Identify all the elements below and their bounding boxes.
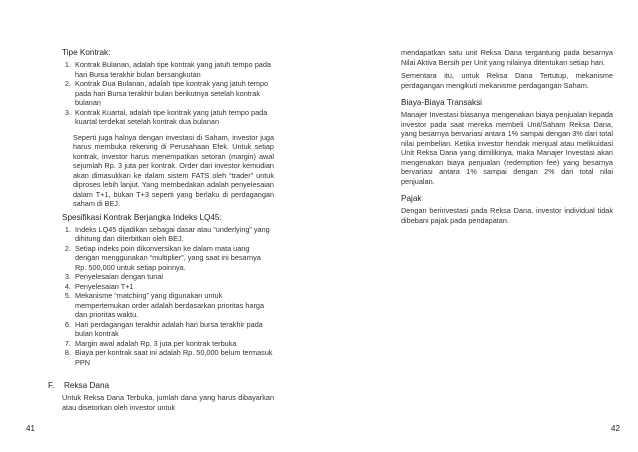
fees-text: Manajer Investasi biasanya mengenakan biaya penjualan kepada investor pada saat mereka membeli Unit/Saham Reksa Dana, yang besarnya bervariasi antara 1% sampai dengan 3% dari total nilai pembelian. Ketika investor hendak menjual atau melikuidasi Unit Reksa Dana yang dimilikinya, maka Manajer Investasi akan mengenakan biaya penjualan (redemption fee) yang besarnya bervariasi antara 1% sampai dengan 2% dari total nilai penjualan.: [401, 110, 613, 186]
tax-heading: Pajak: [401, 194, 422, 203]
list-item: 1. Indeks LQ45 dijadikan sebagai dasar atau “underlying” yang dihitung dan diterbitkan oleh BEJ.: [73, 225, 274, 244]
specs-heading: Spesifikasi Kontrak Berjangka Indeks LQ45:: [62, 212, 222, 222]
list-item: 1. Kontrak Bulanan, adalah tipe kontrak yang jatuh tempo pada hari Bursa terakhir bulan bersangkutan: [73, 60, 274, 79]
section-letter: F.: [48, 381, 55, 390]
list-item: 3. Kontrak Kuartal, adalah tipe kontrak yang jatuh tempo pada kuartal terdekat setelah kontrak dua bulanan: [73, 108, 274, 127]
section-text: Untuk Reksa Dana Terbuka, jumlah dana yang harus dibayarkan atau disetorkan oleh investor untuk: [62, 393, 274, 412]
list-item: 5. Mekanisme “matching” yang digunakan untuk mempertemukan order adalah berdasarkan prioritas harga dan prioritas waktu.: [73, 291, 274, 320]
tax-text: Dengan berinvestasi pada Reksa Dana, investor individual tidak dibebani pajak pada pendapatan.: [401, 206, 613, 225]
list-item: 8. Biaya per kontrak saat ini adalah Rp. 50,000 belum termasuk PPN: [73, 348, 274, 367]
contract-note: Seperti juga halnya dengan investasi di Saham, investor juga harus membuka rekening di Perusahaan Efek. Untuk setiap kontrak, investor harus menempatkan setoran (margin) awal sejumlah Rp. 3 juta per kontrak. Order dari investor kemudian akan dimasukkan ke dalam sistem FATS oleh “trader” untuk diproses lebih lanjut. Yang membedakan adalah penyelesaian dalam T+1, bukan T+3 seperti yang berlaku di perdagangan saham di BEJ.: [73, 132, 274, 208]
section-title: Reksa Dana: [64, 381, 110, 390]
list-item: 2. Kontrak Dua Bulanan, adalah tipe kontrak yang jatuh tempo pada hari Bursa terakhir bulan berikutnya setelah kontrak bulanan: [73, 79, 274, 108]
contract-types-heading: Tipe Kontrak:: [62, 48, 111, 57]
contract-types-list: [62, 60, 274, 127]
list-item: 7. Margin awal adalah Rp. 3 juta per kontrak terbuka: [73, 339, 274, 349]
list-item: 2. Setiap indeks poin dikonversikan ke dalam mata uang dengan menggunakan “multiplier”, yang saat ini besarnya Rp. 500,000 untuk setiap poinnya.: [73, 244, 274, 273]
section-heading: [48, 381, 274, 391]
paragraph: mendapatkan satu unit Reksa Dana tergantung pada besarnya Nilai Aktiva Bersih per Unit yang nilainya ditentukan setiap hari.: [401, 48, 613, 67]
list-item: 4. Penyelesaian T+1: [73, 282, 274, 292]
specs-list: [62, 225, 274, 368]
paragraph: Sementara itu, untuk Reksa Dana Tertutup, mekanisme perdagangan mengikuti mekanisme perdagangan Saham.: [401, 71, 613, 90]
right-page: [319, 0, 638, 452]
left-column: [48, 48, 274, 416]
page-number-left: 41: [26, 424, 35, 433]
page-number-right: 42: [611, 424, 620, 433]
right-column: [401, 48, 613, 229]
list-item: 6. Hari perdagangan terakhir adalah hari bursa terakhir pada bulan kontrak: [73, 320, 274, 339]
fees-heading: Biaya-Biaya Transaksi: [401, 98, 482, 107]
list-item: 3. Penyelesaian dengan tunai: [73, 272, 274, 282]
